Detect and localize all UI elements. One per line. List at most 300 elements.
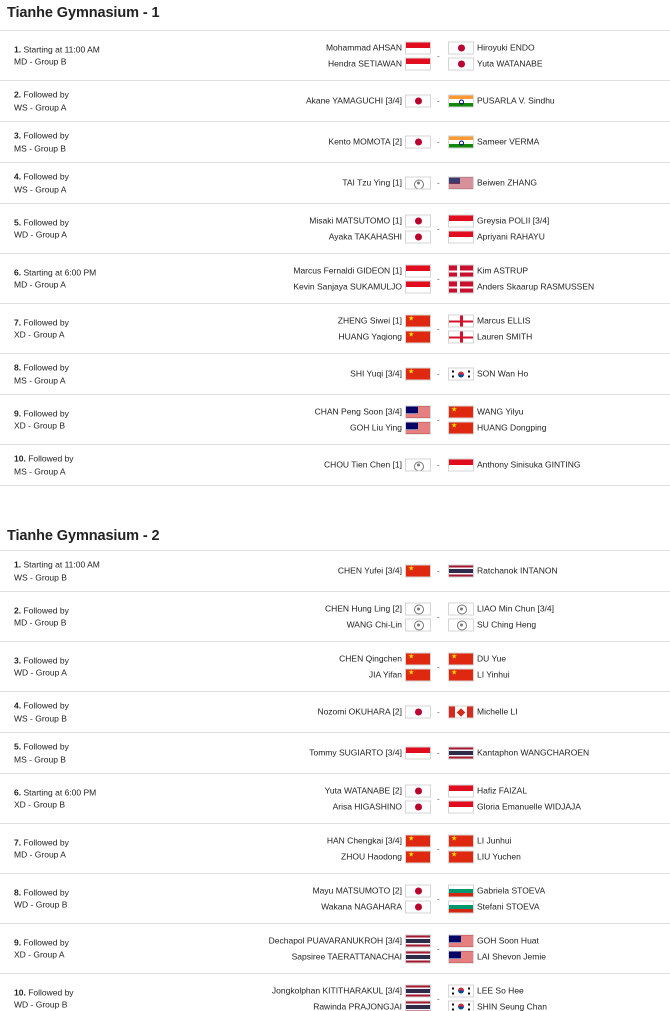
player-name[interactable]: LAI Shevon Jemie [477,951,546,961]
team-right [448,314,532,343]
match-event: XD - Group B [14,420,66,431]
player-name[interactable]: Gabriela STOEVA [477,885,546,895]
player[interactable] [350,368,431,381]
match-info [14,130,69,155]
player-name[interactable]: HUANG Dongping [477,422,547,432]
korea-flag-icon [448,984,474,997]
player[interactable] [317,706,431,719]
match-row [0,874,670,924]
player[interactable] [448,214,549,227]
match-number: 1. [14,559,22,570]
versus-separator: - [437,224,440,233]
player[interactable] [313,884,431,897]
player[interactable] [327,834,431,847]
player[interactable] [313,1000,431,1011]
match-time: Followed by [28,453,74,464]
versus-separator: - [437,612,440,621]
player-name[interactable]: DU Yue [477,653,507,663]
match-row [0,204,670,254]
match-row [0,254,670,304]
player[interactable] [448,314,530,327]
china-flag-icon [448,850,474,863]
team-left [293,264,431,293]
japan-flag-icon [405,95,431,108]
match-number: 4. [14,171,22,182]
japan-flag-icon [405,800,431,813]
player[interactable] [448,618,536,631]
player-name[interactable]: SHIN Seung Chan [477,1001,547,1011]
team-right [448,652,510,681]
versus-separator: - [437,415,440,424]
team-right [448,884,545,913]
player[interactable] [309,747,431,760]
match-event: WD - Group B [14,899,68,910]
match-event: XD - Group A [14,329,65,340]
thailand-flag-icon [405,1000,431,1011]
match-info [14,171,69,196]
thailand-flag-icon [405,984,431,997]
player[interactable] [448,41,535,54]
team-right [448,405,546,434]
match-info [14,654,69,679]
player[interactable] [369,668,431,681]
match-number: 2. [14,89,22,100]
player[interactable] [448,330,532,343]
bulgaria-flag-icon [448,900,474,913]
match-row [0,163,670,204]
match-time: Followed by [23,605,69,615]
player-name[interactable]: Kim ASTRUP [477,265,529,275]
player-name[interactable]: Beiwen ZHANG [477,177,537,188]
player-name[interactable]: JIA Yifan [368,669,402,679]
player-name[interactable]: LIU Yuchen [477,851,521,861]
versus-separator: - [437,137,440,147]
player-name[interactable]: WANG Chi-Lin [346,619,402,629]
player-name[interactable]: Sapsiree TAERATTANACHAI [291,951,402,961]
player-name[interactable]: Yuta WATANABE [2] [324,785,402,795]
player[interactable] [448,784,527,797]
match-info [14,216,69,241]
player-name[interactable]: Akane YAMAGUCHI [3/4] [305,95,402,106]
player-name[interactable]: Anders Skaarup RASMUSSEN [477,281,595,291]
player-name[interactable]: Ayaka TAKAHASHI [328,231,402,241]
player-name[interactable]: CHAN Peng Soon [3/4] [314,406,402,416]
team-left [350,368,431,381]
match-event: MD - Group A [14,849,66,860]
match-event: MD - Group B [14,617,67,628]
thailand-flag-icon [448,565,474,578]
player[interactable] [293,264,431,277]
versus-separator: - [437,707,440,717]
match-row [0,395,670,445]
match-info [14,43,100,68]
indonesia-flag-icon [405,280,431,293]
match-event: MD - Group A [14,279,66,290]
player[interactable] [328,136,431,149]
player[interactable] [448,652,506,665]
match-row [0,733,670,774]
team-right [448,834,521,863]
player-name[interactable]: Ratchanok INTANON [477,565,558,576]
team-left [309,214,431,243]
match-number: 10. [14,453,26,464]
player-name[interactable]: LI Yinhui [477,669,510,679]
player[interactable] [342,177,431,190]
player[interactable] [448,984,524,997]
match-row [0,304,670,354]
match-number: 9. [14,408,22,418]
player[interactable] [448,706,518,719]
japan-flag-icon [405,884,431,897]
player[interactable] [325,784,431,797]
player[interactable] [448,57,543,70]
player-name[interactable]: LEE So Hee [477,985,524,995]
chinese-taipei-flag-icon [405,602,431,615]
england-flag-icon [448,314,474,327]
player-name[interactable]: LI Junhui [477,835,512,845]
team-right [448,459,580,472]
match-number: 5. [14,217,22,227]
player[interactable] [448,602,554,615]
player-name[interactable]: Mohammad AHSAN [325,42,402,52]
player-name[interactable]: HAN Chengkai [3/4] [326,835,402,845]
player-name[interactable]: Mayu MATSUMOTO [2] [312,885,402,895]
player[interactable] [341,850,431,863]
match-number: 7. [14,837,22,847]
team-left [325,602,431,631]
player[interactable] [292,950,431,963]
indonesia-flag-icon [448,230,474,243]
match-event: MS - Group B [14,754,66,764]
match-number: 9. [14,937,22,947]
team-left [313,884,431,913]
team-right [448,136,539,149]
player-name[interactable]: Wakana NAGAHARA [321,901,402,911]
player[interactable] [293,280,431,293]
match-info [14,986,74,1011]
malaysia-flag-icon [405,421,431,434]
china-flag-icon [405,850,431,863]
versus-separator: - [437,894,440,903]
match-number: 1. [14,44,22,54]
versus-separator: - [437,369,440,379]
player[interactable] [448,834,512,847]
player-name[interactable]: Arisa HIGASHINO [332,801,402,811]
player[interactable] [448,747,589,760]
china-flag-icon [405,834,431,847]
player-name[interactable]: Hendra SETIAWAN [327,58,402,68]
player-name[interactable]: SU Ching Heng [477,619,537,629]
match-row [0,592,670,642]
player[interactable] [448,565,558,578]
versus-separator: - [437,566,440,576]
match-event: MS - Group A [14,375,66,385]
player[interactable] [324,459,431,472]
team-left [326,41,431,70]
player-name[interactable]: Kevin Sanjaya SUKAMULJO [293,281,402,291]
team-right [448,264,594,293]
match-number: 6. [14,787,22,797]
team-left [272,984,431,1011]
match-info [14,316,69,341]
player-name[interactable]: HUANG Yaqiong [338,331,402,341]
player-name[interactable]: Nozomi OKUHARA [2] [317,706,402,717]
china-flag-icon [405,330,431,343]
player[interactable] [333,800,431,813]
match-time: Followed by [23,937,69,947]
team-right [448,706,518,719]
player[interactable] [448,1000,547,1011]
team-left [327,834,431,863]
player-name[interactable]: GOH Liu Ying [350,422,402,432]
team-right [448,565,558,578]
match-row [0,774,670,824]
china-flag-icon [405,565,431,578]
canada-flag-icon [448,706,474,719]
match-info [14,604,69,629]
player-name[interactable]: Lauren SMITH [477,331,533,341]
player[interactable] [448,230,545,243]
player[interactable] [448,900,540,913]
versus-separator: - [437,794,440,803]
player[interactable] [272,984,431,997]
match-time: Followed by [23,171,69,182]
china-flag-icon [448,652,474,665]
player[interactable] [448,950,546,963]
indonesia-flag-icon [448,800,474,813]
player-name[interactable]: Michelle LI [477,706,518,717]
japan-flag-icon [405,136,431,149]
team-right [448,602,554,631]
player-name[interactable]: Rawinda PRAJONGJAI [313,1001,402,1011]
player-name[interactable]: Apriyani RAHAYU [477,231,545,241]
player-name[interactable]: Jongkolphan KITITHARAKUL [3/4] [271,985,402,995]
player-name[interactable]: Kento MOMOTA [2] [328,136,402,147]
japan-flag-icon [405,214,431,227]
match-info [14,89,69,114]
japan-flag-icon [448,57,474,70]
match-row [0,445,670,486]
player[interactable] [339,330,431,343]
indonesia-flag-icon [405,264,431,277]
player-name[interactable]: ZHOU Haodong [341,851,402,861]
team-right [448,214,549,243]
match-info [14,786,96,811]
japan-flag-icon [405,900,431,913]
player[interactable] [448,95,555,108]
match-row [0,974,670,1011]
player-name[interactable]: Greysia POLII [3/4] [477,215,550,225]
player-name[interactable]: CHEN Hung Ling [2] [324,603,402,613]
match-info [14,741,69,766]
player-name[interactable]: CHOU Tien Chen [1] [324,459,402,470]
match-number: 4. [14,700,22,711]
player[interactable] [326,41,431,54]
player-name[interactable]: Sameer VERMA [477,136,540,147]
thailand-flag-icon [448,747,474,760]
player[interactable] [448,405,523,418]
player-name[interactable]: Kantaphon WANGCHAROEN [477,747,590,758]
england-flag-icon [448,330,474,343]
player-name[interactable]: Gloria Emanuelle WIDJAJA [477,801,581,811]
player-name[interactable]: CHEN Qingchen [339,653,402,663]
indonesia-flag-icon [448,784,474,797]
china-flag-icon [448,405,474,418]
team-left [328,136,431,149]
team-right [448,95,555,108]
player[interactable] [448,264,528,277]
player[interactable] [329,230,431,243]
team-left [269,934,431,963]
player[interactable] [448,668,510,681]
match-event: WD - Group A [14,229,67,240]
match-number: 6. [14,267,22,277]
denmark-flag-icon [448,280,474,293]
player[interactable] [338,565,431,578]
indonesia-flag-icon [448,214,474,227]
match-time: Followed by [23,887,69,897]
match-number: 8. [14,887,22,897]
indonesia-flag-icon [448,459,474,472]
match-time: Followed by [23,655,69,665]
team-right [448,934,546,963]
player[interactable] [328,57,431,70]
match-event: MD - Group B [14,56,67,67]
player[interactable] [448,934,539,947]
player-name[interactable]: TAI Tzu Ying [1] [342,177,402,188]
japan-flag-icon [405,230,431,243]
player-name[interactable]: Marcus ELLIS [477,315,531,325]
player-name[interactable]: SHI Yuqi [3/4] [350,368,402,379]
player-name[interactable]: Anthony Sinisuka GINTING [477,459,581,470]
match-row [0,81,670,122]
player-name[interactable]: Yuta WATANABE [477,58,543,68]
indonesia-flag-icon [405,57,431,70]
match-info [14,886,69,911]
thailand-flag-icon [405,950,431,963]
versus-separator: - [437,662,440,671]
player[interactable] [339,652,431,665]
player-name[interactable]: PUSARLA V. Sindhu [477,95,555,106]
denmark-flag-icon [448,264,474,277]
player-name[interactable]: Tommy SUGIARTO [3/4] [309,747,402,758]
player[interactable] [315,405,431,418]
player-name[interactable]: WANG Yilyu [477,406,524,416]
versus-separator: - [437,748,440,758]
player[interactable] [448,421,546,434]
versus-separator: - [437,460,440,470]
match-event: WD - Group A [14,667,67,678]
player-name[interactable]: GOH Soon Huat [477,935,539,945]
team-left [339,652,431,681]
thailand-flag-icon [405,934,431,947]
player[interactable] [347,618,431,631]
team-left [315,405,431,434]
venue-section [0,0,670,486]
match-info [14,362,69,387]
player[interactable] [306,95,431,108]
korea-flag-icon [448,1000,474,1011]
chinese-taipei-flag-icon [448,618,474,631]
indonesia-flag-icon [405,41,431,54]
venue-section [0,522,670,1011]
japan-flag-icon [405,784,431,797]
match-row [0,122,670,163]
player-name[interactable]: ZHENG Siwei [1] [337,315,402,325]
player-name[interactable]: Hafiz FAIZAL [477,785,528,795]
player[interactable] [325,602,431,615]
korea-flag-icon [448,368,474,381]
match-event: WD - Group B [14,999,68,1010]
match-event: WS - Group A [14,102,67,112]
player-name[interactable]: SON Wan Ho [477,368,529,379]
match-info [14,559,100,584]
match-info [14,700,69,725]
versus-separator: - [437,944,440,953]
team-right [448,784,581,813]
match-time: Starting at 6:00 PM [23,787,97,797]
player[interactable] [269,934,431,947]
match-event: MS - Group A [14,466,66,476]
japan-flag-icon [405,706,431,719]
player-name[interactable]: CHEN Yufei [3/4] [337,565,402,576]
match-time: Followed by [23,89,69,100]
malaysia-flag-icon [448,934,474,947]
player[interactable] [321,900,431,913]
match-number: 8. [14,362,22,373]
player[interactable] [309,214,431,227]
player-name[interactable]: Hiroyuki ENDO [477,42,535,52]
player-name[interactable]: Stefani STOEVA [477,901,540,911]
match-row [0,824,670,874]
versus-separator: - [437,51,440,60]
player[interactable] [448,459,580,472]
match-time: Followed by [23,130,69,141]
match-row [0,642,670,692]
match-number: 7. [14,317,22,327]
versus-separator: - [437,274,440,283]
player[interactable] [448,368,528,381]
venue-title: Tianhe Gymnasium - 1 [7,5,160,21]
match-info [14,936,69,961]
player[interactable] [448,136,539,149]
match-info [14,407,69,432]
player-name[interactable]: Misaki MATSUTOMO [1] [309,215,402,225]
match-row [0,354,670,395]
match-time: Followed by [23,317,69,327]
player[interactable] [448,280,594,293]
player[interactable] [350,421,431,434]
chinese-taipei-flag-icon [405,177,431,190]
player-name[interactable]: Marcus Fernaldi GIDEON [1] [293,265,402,275]
china-flag-icon [405,668,431,681]
player-name[interactable]: LIAO Min Chun [3/4] [477,603,555,613]
team-left [342,177,431,190]
match-info [14,836,69,861]
team-left [338,565,431,578]
match-list [0,30,670,486]
bulgaria-flag-icon [448,884,474,897]
player[interactable] [448,850,521,863]
player[interactable] [448,177,537,190]
match-row [0,31,670,81]
player[interactable] [338,314,431,327]
player[interactable] [448,884,545,897]
player-name[interactable]: Dechapol PUAVARANUKROH [3/4] [268,935,402,945]
player[interactable] [448,800,581,813]
versus-separator: - [437,844,440,853]
team-left [317,706,431,719]
